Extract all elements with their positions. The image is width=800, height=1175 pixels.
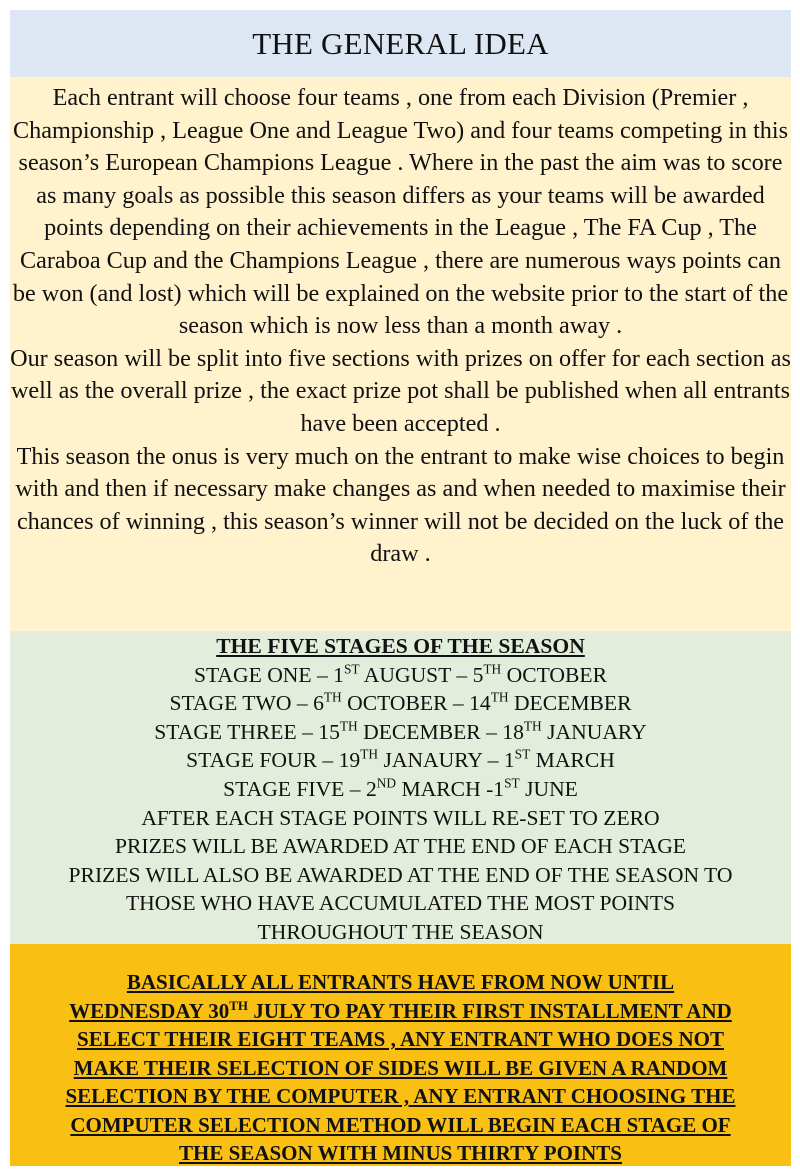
- notice-line-2: WEDNESDAY 30TH JULY TO PAY THEIR FIRST INSTALLMENT AND: [69, 997, 732, 1023]
- idea-paragraph-intro: Each entrant will choose four teams , one from each Division (Premier , Championship , League One and League Two) and four teams competing in this season’s European Champions League . Where in the past the aim was to score as many goals as possible this season differs as your teams will be awarded points depending on their achievements in the League , The FA Cup , The Caraboa Cup and the Champions League , there are numerous ways points can be won (and lost) which will be explained on the website prior to the start of the season which is now less than a month away .: [12, 84, 789, 340]
- reset-note: AFTER EACH STAGE POINTS WILL RE-SET TO ZERO: [141, 805, 660, 830]
- prizes-season-note-line1: PRIZES WILL ALSO BE AWARDED AT THE END OF THE SEASON TO: [68, 862, 733, 887]
- deadline-notice-section: [10, 944, 791, 1166]
- notice-line-6: COMPUTER SELECTION METHOD WILL BEGIN EACH STAGE OF: [70, 1112, 731, 1137]
- general-idea-section: [10, 77, 791, 631]
- page-title: THE GENERAL IDEA: [252, 25, 549, 61]
- stage-two-line: STAGE TWO – 6TH OCTOBER – 14TH DECEMBER: [169, 689, 632, 716]
- notice-line-3: SELECT THEIR EIGHT TEAMS , ANY ENTRANT WHO DOES NOT: [77, 1027, 724, 1051]
- prizes-season-note-line2: THOSE WHO HAVE ACCUMULATED THE MOST POINTS: [125, 891, 676, 916]
- notice-line-4: MAKE THEIR SELECTION OF SIDES WILL BE GIVEN A RANDOM: [73, 1055, 728, 1080]
- stages-section: [10, 631, 791, 944]
- idea-paragraph-onus: This season the onus is very much on the entrant to make wise choices to begin with and then if necessary make changes as and when needed to maximise their chances of winning , this season’s winner will not be decided on the luck of the draw .: [15, 442, 786, 568]
- title-section: [10, 10, 791, 77]
- notice-line-7: THE SEASON WITH MINUS THIRTY POINTS: [179, 1141, 622, 1165]
- stages-heading: THE FIVE STAGES OF THE SEASON: [216, 634, 585, 658]
- idea-paragraph-sections: Our season will be split into five sections with prizes on offer for each section as well as the overall prize , the exact prize pot shall be published when all entrants have been accepted .: [10, 344, 791, 437]
- notice-line-5: SELECTION BY THE COMPUTER , ANY ENTRANT CHOOSING THE: [65, 1084, 736, 1108]
- stage-five-line: STAGE FIVE – 2ND MARCH -1ST JUNE: [223, 775, 578, 801]
- stage-four-line: STAGE FOUR – 19TH JANAURY – 1ST MARCH: [186, 747, 615, 773]
- prizes-stage-note: PRIZES WILL BE AWARDED AT THE END OF EACH STAGE: [115, 834, 686, 859]
- notice-line-1: BASICALLY ALL ENTRANTS HAVE FROM NOW UNTIL: [126, 970, 675, 994]
- stage-one-line: STAGE ONE – 1ST AUGUST – 5TH OCTOBER: [193, 661, 608, 687]
- stage-three-line: STAGE THREE – 15TH DECEMBER – 18TH JANUARY: [154, 718, 647, 744]
- prizes-season-note-line3: THROUGHOUT THE SEASON: [257, 919, 544, 944]
